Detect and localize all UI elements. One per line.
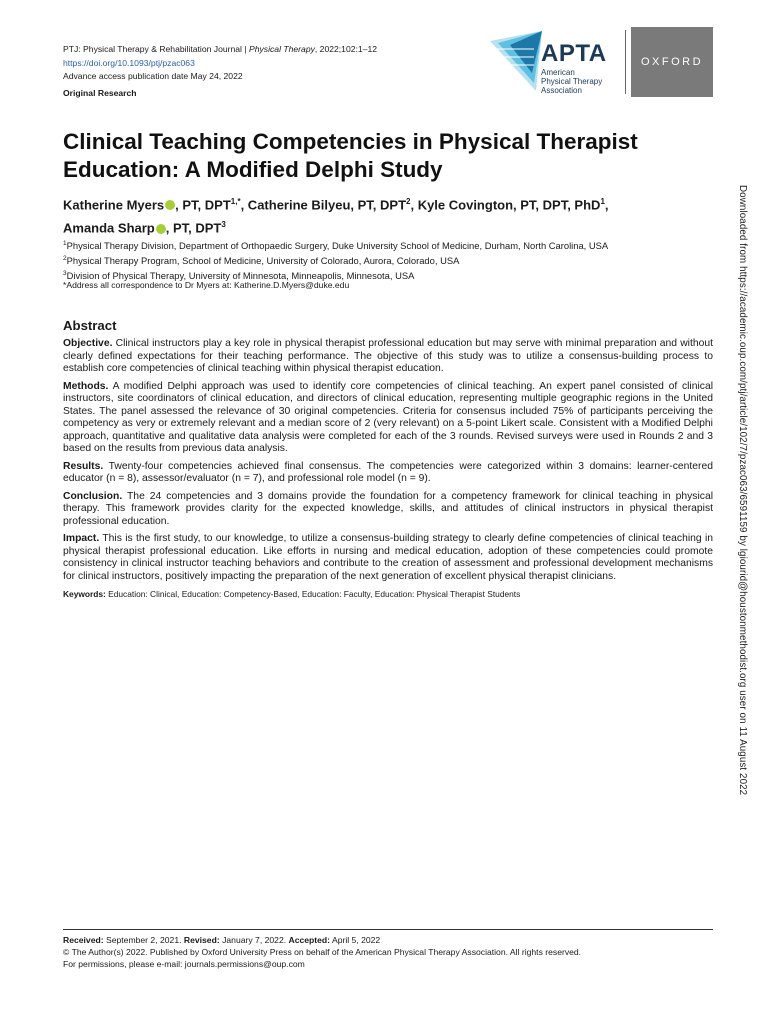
author-list: Katherine Myers , PT, $DPT^{1,*}$, Catherine Bilyeu, PT, DPT$^2$, Kyle Covington, PT, DPT, PhD$^1$, Amanda Sharp , PT, DPT$^3$ (63, 197, 609, 236)
apta-subtitle: American Physical Therapy Association (541, 68, 603, 95)
copyright-notice: © The Author(s) 2022. Published by Oxford University Press on behalf of the American Physical Therapy Association. All rights reserved. (63, 947, 582, 957)
orcid-icon[interactable] (156, 224, 166, 234)
keywords: Keywords: Education: Clinical, Education: Competency-Based, Education: Faculty, Education: Physical Therapist Students (63, 589, 521, 599)
abstract-objective: Objective. Clinical instructors play a key role in physical therapist professional education but may serve with minimal preparation and without clearly defined expectations for their teaching performance. The objective of this study was to utilize a consensus-building process to establish core competencies of clinical teaching within physical therapist education. (63, 338, 713, 374)
author-name[interactable]: Amanda Sharp (63, 220, 155, 236)
submission-dates: Received: September 2, 2021. Revised: January 7, 2022. Accepted: April 5, 2022 (63, 935, 381, 945)
logo-divider (625, 30, 626, 94)
abstract-heading: Abstract (63, 318, 117, 333)
abstract-conclusion: Conclusion. The 24 competencies and 3 domains provide the foundation for a competency framework for clinical teaching in physical therapy. This framework provides clarity for the expected knowledge, skills, and attitudes of clinical instructors in physical therapist professional education. (63, 490, 713, 527)
abstract-body (63, 338, 713, 606)
affiliation-item: $^1$Physical Therapy Division, Department of Orthopaedic Surgery, Duke University School of Medicine, Durham, North Carolina, USA (63, 240, 609, 252)
affiliations (63, 237, 608, 282)
permissions-notice: For permissions, please e-mail: journals.permissions@oup.com (63, 959, 305, 969)
orcid-icon[interactable] (165, 200, 175, 210)
advance-access-date: Advance access publication date May 24, 2022 (63, 71, 243, 81)
footer-divider (63, 929, 713, 930)
article-title: Clinical Teaching Competencies in Physical Therapist Education: A Modified Delphi Study (63, 129, 638, 182)
abstract-impact: Impact. This is the first study, to our knowledge, to utilize a consensus-building strategy to clearly define competencies of clinical teaching in physical therapist professional education. Like efforts in nursing and medical education, adoption of these competencies could promote consistency in clinical instructor teaching behaviors and contribute to the creation of assessment and professional development mechanisms for clinical instructors, positively impacting the preparation of the next generation of excellent physical therapist clinicians. (63, 533, 713, 582)
affiliation-item: $^3$Division of Physical Therapy, University of Minnesota, Minneapolis, Minnesota, USA (63, 270, 415, 282)
oxford-logo: OXFORD (631, 27, 713, 97)
correspondence-note: *Address all correspondence to Dr Myers at: Katherine.D.Myers@duke.edu (63, 280, 350, 290)
apta-wordmark: APTA (541, 40, 607, 67)
abstract-methods: Methods. A modified Delphi approach was used to identify core competencies of clinical teaching. An expert panel consisted of clinical instructors, site coordinators of clinical education, and directors of clinical education, representing multiple geographic regions in the United States. The panel assessed the relevance of 30 original competencies. Criteria for consensus included 75% of participants perceiving the competency as very or extremely relevant and a median score of 2 (very relevant) on a 5-point Likert scale. Consistent with a Modified Delphi approach, quantitative and qualitative data analysis were completed for each of the 3 rounds. Revised surveys were used in Rounds 2 and 3 based on the results from previous data analysis. (63, 380, 713, 454)
apta-logo (488, 27, 623, 97)
footer (63, 934, 713, 970)
author-name[interactable]: Katherine Myers (63, 197, 165, 213)
affiliation-item: $^2$Physical Therapy Program, School of Medicine, University of Colorado, Aurora, Colorado, USA (63, 255, 460, 267)
article-type: Original Research (63, 87, 137, 98)
journal-header (63, 43, 377, 100)
download-watermark: Downloaded from https://academic.oup.com/ptj/article/102/7/pzac063/6591159 by lgiourid@houstonmethodist.org user on 11 August 2022 (737, 185, 748, 796)
apta-triangle-icon (488, 27, 544, 97)
journal-citation: PTJ: Physical Therapy & Rehabilitation Journal | Physical Therapy, 2022;102:1–12 (63, 44, 378, 54)
abstract-results: Results. Twenty-four competencies achieved final consensus. The competencies were categorized within 3 domains: learner-centered educator (n = 8), assessor/evaluator (n = 7), and professional role model (n = 9). (63, 460, 713, 484)
doi-link[interactable]: https://doi.org/10.1093/ptj/pzac063 (63, 57, 195, 68)
